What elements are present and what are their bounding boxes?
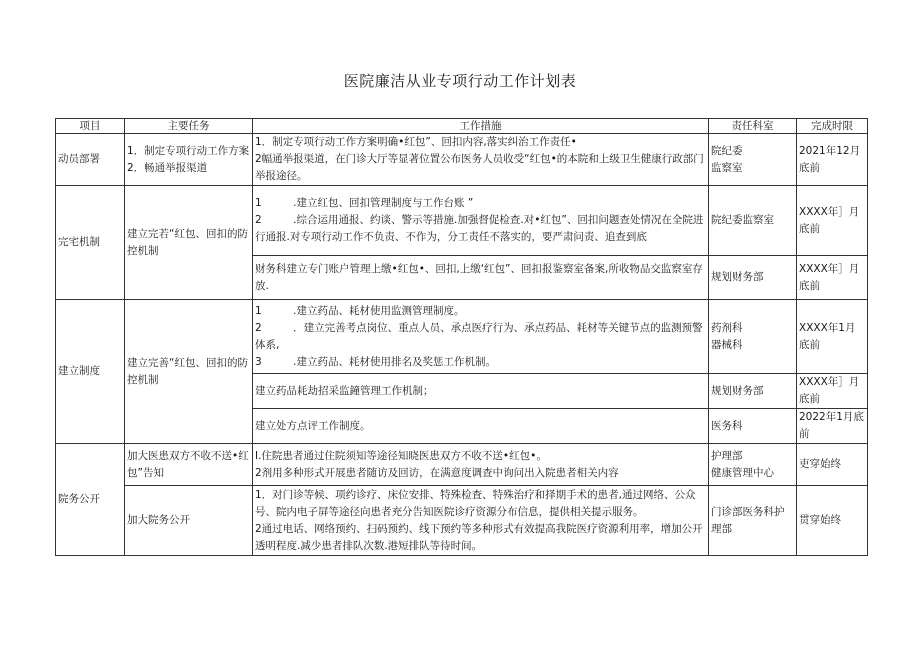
table-row — [56, 300, 868, 374]
dept-cell: 药剂科 器械科 — [709, 300, 797, 374]
measures-cell: 1．制定专项行动工作方案明确•红包”、回扣内容,落实纠治工作责任• 2幅通举报渠道，在门诊大厅等显著位置公布医务人员收受“红包•的本院和上级卫生健康行政部门举报途径。 — [253, 134, 709, 186]
table-row — [56, 444, 868, 486]
page-title: 医院廉洁从业专项行动工作计划表 — [343, 72, 577, 90]
dept-cell: 门诊部医务科护理部 — [709, 486, 797, 556]
measures-cell: 财务科建立专门账户管理上缴•红包•、回扣,上缴‘红包”、回扣报鉴察室备案,所收物品交监察室存放. — [253, 256, 709, 300]
table-row — [56, 486, 868, 556]
work-plan-table — [55, 118, 868, 556]
task-cell: 建立完善“红包、回扣的防控机制 — [125, 300, 253, 444]
deadline-cell: 贯穿始终 — [797, 486, 868, 556]
table-row — [56, 186, 868, 256]
measures-cell: 1 .建立药品、耗材使用监测管理制度。 2 ．建立完善考点岗位、重点人员、承点医疗行为、承点药品、耗材等关键节点的监测预警体系, 3 .建立药品、耗材使用排名及奖惩工作机制。 — [253, 300, 709, 374]
header-task: 主要任务 — [125, 119, 253, 134]
item-cell: 完宅机制 — [56, 186, 125, 300]
header-deadline: 完成时限 — [797, 119, 868, 134]
item-cell: 动员部署 — [56, 134, 125, 186]
item-cell: 院务公开 — [56, 444, 125, 556]
measures-cell: 1 .建立红包、回扣管理制度与工作台账 ” 2 .综合运用通报、约谈、警示等措施.加强督促检查.对•红包”、回扣问题查处情况在全院进行通报.对专项行动工作不负责、不作为，分工责任不落实的，要严肃问责、追查到底 — [253, 186, 709, 256]
deadline-cell: XXXX年］月底前 — [797, 374, 868, 409]
table-row — [56, 134, 868, 186]
deadline-cell: 2022年1月底前 — [797, 409, 868, 444]
header-item: 项目 — [56, 119, 125, 134]
task-cell: 1．制定专项行动工作方案 2．畅通举报渠道 — [125, 134, 253, 186]
dept-cell: 护理部 健康管理中心 — [709, 444, 797, 486]
dept-cell: 规划财务部 — [709, 256, 797, 300]
deadline-cell: XXXX年］月底前 — [797, 256, 868, 300]
dept-cell: 医务科 — [709, 409, 797, 444]
header-measures: 工作措施 — [253, 119, 709, 134]
measures-cell: 1．对门诊等候、项约诊疗、床位安排、特殊检査、特殊治疗和择期手术的患者,通过网络、公众号、院内电子屏等途径向患者充分告知医院诊疗资源分布信息，提供相关提示服务。 2通过电话、网络预约、扫码预约、线下预约等多种形式有效提高我院医疗资源利用率，增加公开透明程度.减少患者排队次数.港短排队等待时间。 — [253, 486, 709, 556]
deadline-cell: 吏穿始终 — [797, 444, 868, 486]
item-cell: 建立制度 — [56, 300, 125, 444]
measures-cell: I.住院患者通过住院须知等途径知晓医患双方不收不送•红包•。 2剂用多种形式开展患者随访及回访，在满意度调查中询问出入院患者相关内容 — [253, 444, 709, 486]
header-row — [56, 119, 868, 134]
measures-cell: 建立药品耗劫招采监鐘管理工作机制； — [253, 374, 709, 409]
measures-cell: 建立处方点评工作制度。 — [253, 409, 709, 444]
dept-cell: 院纪委 监察室 — [709, 134, 797, 186]
dept-cell: 院纪委监察室 — [709, 186, 797, 256]
deadline-cell: 2021年12月底前 — [797, 134, 868, 186]
task-cell: 加大医患双方不收不送•红包”告知 — [125, 444, 253, 486]
deadline-cell: XXXX年］月底前 — [797, 186, 868, 256]
task-cell: 加大院务公开 — [125, 486, 253, 556]
header-dept: 责任科室 — [709, 119, 797, 134]
task-cell: 建立完若“红包、回扣的防控机制 — [125, 186, 253, 300]
dept-cell: 规划财务部 — [709, 374, 797, 409]
deadline-cell: XXXX年1月底前 — [797, 300, 868, 374]
